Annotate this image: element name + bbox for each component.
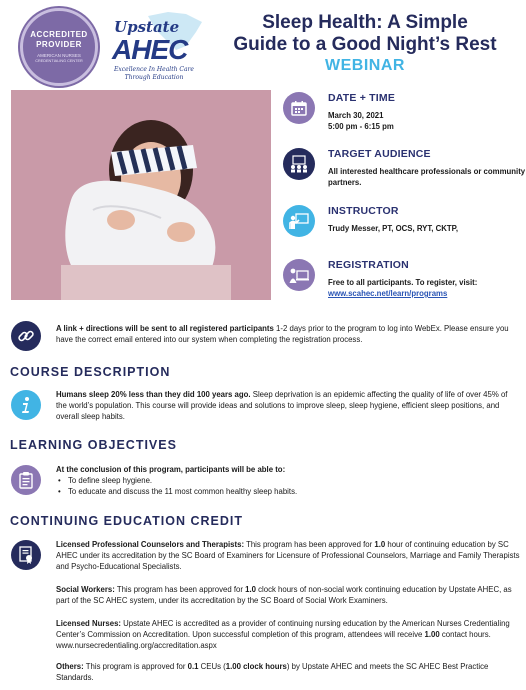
learning-objectives-list bbox=[56, 475, 520, 497]
header bbox=[0, 0, 526, 90]
seal-line-1: ACCREDITED bbox=[30, 30, 88, 39]
presenter-icon bbox=[283, 205, 315, 237]
ce-credit-heading: CONTINUING EDUCATION CREDIT bbox=[10, 514, 244, 528]
ce-social-hours: 1.0 bbox=[245, 585, 256, 594]
course-description-bold: Humans sleep 20% less than they did 100 years ago. bbox=[56, 390, 251, 399]
info-icon bbox=[11, 390, 41, 420]
ce-social-workers bbox=[56, 584, 520, 606]
login-notice bbox=[11, 321, 523, 355]
accredited-provider-seal bbox=[20, 8, 98, 86]
target-audience-heading: TARGET AUDIENCE bbox=[328, 148, 431, 160]
learning-objectives-heading: LEARNING OBJECTIVES bbox=[10, 438, 177, 452]
date-time-body bbox=[328, 110, 526, 132]
title-line-2: Guide to a Good Night’s Rest bbox=[233, 34, 497, 55]
ahec-upstate-word: Upstate bbox=[114, 18, 180, 36]
ce-others-ceu: 0.1 bbox=[187, 662, 199, 671]
ce-counselors-text-cont: hour of continuing education by SC AHEC under its accreditation by the SC Board of Examiners for Licensure of Professional Counselors, Marriage and Family Therapists and Psycho-Educational Specialists. bbox=[56, 540, 520, 571]
login-notice-rest: 1-2 days prior to the program to log into WebEx. Please ensure you have the correct email entered into our system when completing the registration process. bbox=[56, 324, 509, 344]
ce-social-label: Social Workers: bbox=[56, 585, 115, 594]
ce-nurses-text-cont: contact hours. www.nursecredentialing.org/accreditation.aspx bbox=[56, 630, 491, 650]
target-audience-text: All interested healthcare professionals or community partners. bbox=[328, 167, 526, 187]
ce-others-text: This program is approved for bbox=[83, 662, 188, 671]
woman-hugging-pillow-photo bbox=[11, 90, 271, 300]
ce-nurses-label: Licensed Nurses: bbox=[56, 619, 121, 628]
upstate-ahec-logo bbox=[100, 8, 205, 86]
register-icon bbox=[283, 259, 315, 291]
course-description-text bbox=[56, 389, 520, 422]
ahec-tagline-1: Excellence In Health Care bbox=[114, 66, 194, 73]
registration-link[interactable]: www.scahec.net/learn/programs bbox=[328, 289, 448, 298]
ce-counselors bbox=[56, 539, 520, 572]
registration-text: Free to all participants. To register, visit: bbox=[328, 278, 478, 287]
ce-counselors-hours: 1.0 bbox=[374, 540, 386, 549]
link-icon bbox=[11, 321, 41, 351]
calendar-icon bbox=[283, 92, 315, 124]
login-notice-text bbox=[56, 323, 521, 345]
course-description-rest: Sleep deprivation is an epidemic affecting the quality of life of over 45% of the world’s population. This course will provide ideas and solutions to improve sleep, sleep hygiene, efficient sleep positions, and overall sleep habits. bbox=[56, 390, 508, 421]
registration-body bbox=[328, 277, 526, 299]
learning-objectives-body bbox=[56, 464, 520, 497]
list-item: • To educate and discuss the 11 most common healthy sleep habits. bbox=[56, 486, 520, 497]
title-line-1: Sleep Health: A Simple bbox=[262, 12, 468, 33]
ahec-tagline-2: Through Education bbox=[124, 74, 184, 81]
ce-counselors-label: Licensed Professional Counselors and Therapists: bbox=[56, 540, 245, 549]
date-time-block bbox=[283, 92, 523, 144]
ce-others-text-2: CEUs ( bbox=[198, 662, 226, 671]
ce-others bbox=[56, 661, 520, 683]
login-notice-bold: A link + directions will be sent to all registered participants bbox=[56, 324, 274, 333]
ce-nurses-text: Upstate AHEC is accredited as a provider of continuing nursing education by the American Nurses Credentialing Center’s Commission on Accreditation. Upon successful completion of this program, attendees will receive bbox=[56, 619, 510, 639]
clipboard-icon bbox=[11, 465, 41, 495]
instructor-heading: INSTRUCTOR bbox=[328, 205, 399, 217]
ce-social-text-cont: clock hours of non-social work continuing education by Upstate AHEC, as part of the SC AHEC system, under its accreditation by the SC Board of Social Work Examiners. bbox=[56, 585, 512, 605]
event-time: 5:00 pm - 6:15 pm bbox=[328, 122, 394, 131]
webinar-label: WEBINAR bbox=[325, 57, 405, 74]
date-time-heading: DATE + TIME bbox=[328, 92, 396, 104]
seal-line-4: CREDENTIALING CENTER bbox=[35, 59, 83, 63]
seal-line-3: AMERICAN NURSES bbox=[37, 53, 81, 58]
instructor-name: Trudy Messer, PT, OCS, RYT, CKTP, bbox=[328, 224, 458, 233]
page-title bbox=[212, 12, 518, 76]
list-item: • To define sleep hygiene. bbox=[56, 475, 520, 486]
instructor-block bbox=[283, 205, 523, 257]
learning-objectives-intro: At the conclusion of this program, participants will be able to: bbox=[56, 465, 286, 474]
registration-block bbox=[283, 259, 523, 311]
registration-heading: REGISTRATION bbox=[328, 259, 409, 271]
ce-others-text-3: ) by Upstate AHEC and meets the SC AHEC Best Practice Standards. bbox=[56, 662, 489, 682]
certificate-icon bbox=[11, 540, 41, 570]
ce-others-clock: 1.00 clock hours bbox=[225, 662, 287, 671]
ce-nurses-hours: 1.00 bbox=[424, 630, 440, 639]
ce-others-label: Others: bbox=[56, 662, 84, 671]
course-description-heading: COURSE DESCRIPTION bbox=[10, 365, 171, 379]
ce-social-text: This program has been approved for bbox=[114, 585, 246, 594]
target-audience-block bbox=[283, 148, 526, 200]
audience-icon bbox=[283, 148, 315, 180]
ce-counselors-text: This program has been approved for bbox=[244, 540, 375, 549]
seal-line-2: PROVIDER bbox=[36, 40, 82, 49]
event-date: March 30, 2021 bbox=[328, 111, 384, 120]
ce-nurses bbox=[56, 618, 520, 651]
ahec-name: AHEC bbox=[112, 34, 188, 65]
